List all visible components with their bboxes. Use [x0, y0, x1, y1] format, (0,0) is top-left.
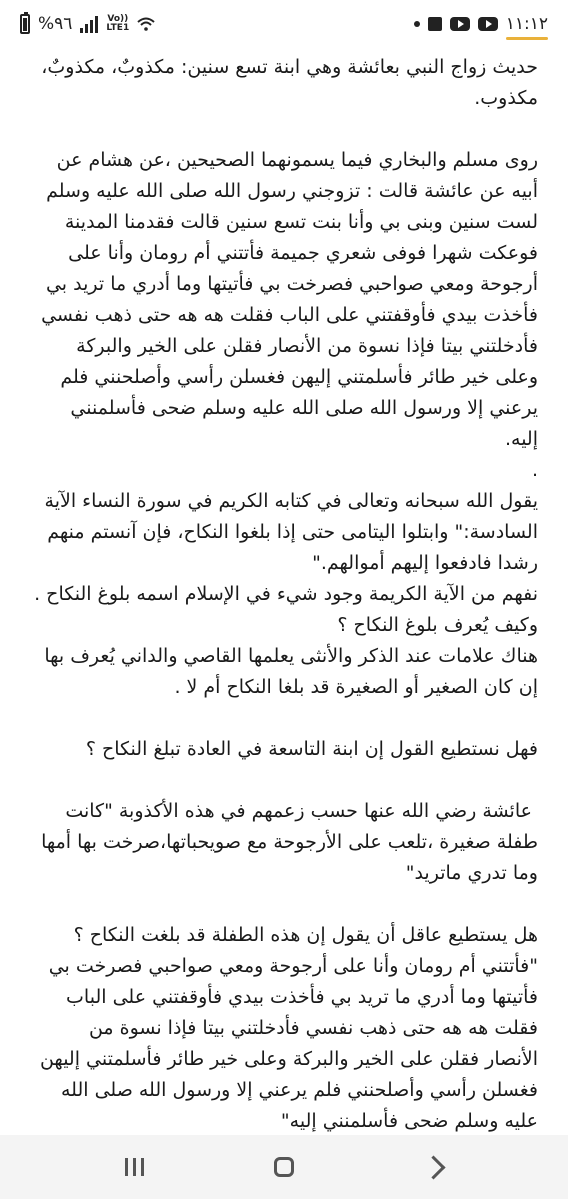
article-paragraph-2: روى مسلم والبخاري فيما يسمونهما الصحيحين ،عن هشام عن أبيه عن عائشة قالت : تزوجني رسول الله صلى الله عليه وسلم لست سنين وبنى بي وأنا بنت تسع سنين قالت فقدمنا المدينة فوعكت شهرا فوفى شعري جميمة فأتتني أم رومان وأنا على أرجوحة ومعي صواحبي فصرخت بي فأتيتها وما أدري ما تريد بي فأخذت بيدي فأوقفتني على الباب فقلت هه هه حتى ذهب نفسي فأدخلتني بيتا فإذا نسوة من الأنصار فقلن على الخير والبركة وعلى خير طائر فأسلمتني إليهن فغسلن رأسي وأصلحنني فلم يرعني إلا ورسول الله صلى الله عليه وسلم ضحى فأسلمنني إليه.	[35, 149, 538, 450]
article-body	[32, 52, 538, 1168]
notification-square-icon	[428, 17, 442, 31]
home-button[interactable]	[254, 1147, 314, 1187]
home-icon	[274, 1157, 294, 1177]
battery-icon	[20, 14, 30, 34]
status-right	[414, 14, 548, 34]
navigation-bar	[0, 1135, 568, 1199]
clock	[506, 14, 548, 34]
network-label-bottom: LTE1	[106, 23, 130, 33]
article-paragraph-3: يقول الله سبحانه وتعالى في كتابه الكريم في سورة النساء الآية السادسة:" وابتلوا اليتامى حتى إذا بلغوا النكاح، فإن آنستم منهم رشدا فادفعوا إليهم أموالهم."	[38, 490, 538, 574]
article-paragraph-6: هناك علامات عند الذكر والأنثى يعلمها القاصي والداني يُعرف بها إن كان الصغير أو الصغيرة قد بلغا النكاح أم لا .	[38, 645, 538, 698]
article-paragraph-9: هل يستطيع عاقل أن يقول إن هذه الطفلة قد بلغت النكاح ؟ "فأتتني أم رومان وأنا على أرجوحة ومعي صواحبي فصرخت بي فأتيتها وما أدري ما تريد بي فأخذت بيدي فأوقفتني على الباب فقلت هه هه حتى ذهب نفسي فأدخلتني بيتا فإذا نسوة من الأنصار فقلن على الخير والبركة وعلى خير طائر فأسلمتني إليهن فغسلن رأسي وأصلحنني فلم يرعني إلا ورسول الله صلى الله عليه وسلم ضحى فأسلمنني إليه"	[33, 924, 538, 1132]
network-type	[106, 15, 129, 33]
back-button[interactable]	[403, 1147, 463, 1187]
clock-time: ١١:١٢	[505, 14, 548, 34]
notification-dot-icon	[414, 21, 420, 27]
article-paragraph-1: حديث زواج النبي بعائشة وهي ابنة تسع سنين: مكذوبٌ، مكذوبٌ، مكذوب.	[35, 56, 538, 109]
article-paragraph-8: عائشة رضي الله عنها حسب زعمهم في هذه الأكذوبة "كانت طفلة صغيرة ،تلعب على الأرجوحة مع صويحباتها،صرخت بها أمها وما تدري ماتريد"	[35, 800, 538, 884]
network-label-top: Vo))	[107, 14, 129, 24]
clock-underline	[506, 37, 548, 40]
recents-icon	[125, 1158, 144, 1176]
article-paragraph-5: وكيف يُعرف بلوغ النكاح ؟	[337, 614, 538, 636]
signal-icon	[80, 15, 98, 33]
youtube-icon	[478, 17, 498, 31]
article-paragraph-7: فهل نستطيع القول إن ابنة التاسعة في العادة تبلغ النكاح ؟	[85, 738, 538, 760]
wifi-icon	[137, 17, 155, 31]
recents-button[interactable]	[105, 1147, 165, 1187]
status-bar	[0, 0, 568, 48]
back-icon	[421, 1155, 445, 1179]
article-paragraph-4: نفهم من الآية الكريمة وجود شيء في الإسلام اسمه بلوغ النكاح .	[34, 583, 538, 605]
battery-percent: %٩٦	[38, 14, 73, 34]
status-left	[20, 14, 155, 34]
youtube-icon	[450, 17, 470, 31]
article-separator-dot: .	[531, 459, 538, 481]
